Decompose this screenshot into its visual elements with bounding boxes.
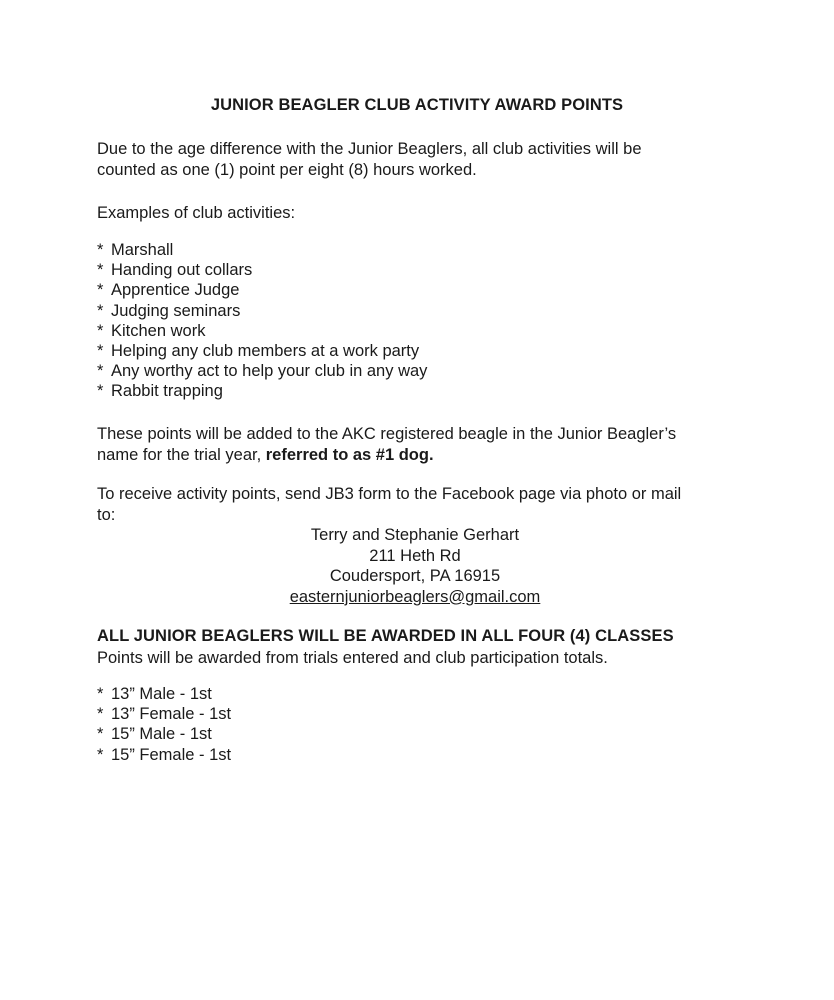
awards-heading: ALL JUNIOR BEAGLERS WILL BE AWARDED IN ALL FOUR (4) CLASSES	[97, 627, 674, 645]
bullet-icon: *	[97, 705, 104, 724]
bullet-icon: *	[97, 281, 104, 300]
points-line-2: name for the trial year, referred to as #1 dog.	[97, 445, 434, 464]
list-item: * 15” Male - 1st	[97, 725, 212, 744]
points-paragraph	[97, 424, 737, 465]
list-item: * 13” Female - 1st	[97, 705, 232, 724]
bullet-icon: *	[97, 745, 104, 764]
bullet-icon: *	[97, 362, 104, 381]
receive-line-2: to:	[97, 505, 116, 524]
receive-line-1: To receive activity points, send JB3 form to the Facebook page via photo or mail	[97, 485, 682, 503]
classes-list	[97, 684, 231, 765]
list-item: * 13” Male - 1st	[97, 685, 212, 703]
list-item: * Helping any club members at a work party	[97, 342, 420, 361]
list-item: * Marshall	[97, 241, 174, 259]
bullet-icon: *	[97, 685, 104, 703]
list-item: * 15” Female - 1st	[97, 745, 232, 764]
bullet-icon: *	[97, 382, 104, 401]
intro-line-2: counted as one (1) point per eight (8) hours worked.	[97, 160, 477, 179]
awards-text: Points will be awarded from trials entered and club participation totals.	[97, 649, 608, 667]
address-street: 211 Heth Rd	[369, 546, 461, 565]
bullet-icon: *	[97, 321, 104, 340]
list-item: * Judging seminars	[97, 301, 241, 320]
list-item: * Rabbit trapping	[97, 382, 223, 401]
address-city: Coudersport, PA 16915	[329, 567, 501, 585]
bullet-icon: *	[97, 342, 104, 361]
list-item: * Handing out collars	[97, 261, 253, 280]
page-title: JUNIOR BEAGLER CLUB ACTIVITY AWARD POINTS	[210, 96, 624, 114]
examples-heading: Examples of club activities:	[97, 204, 296, 222]
bullet-icon: *	[97, 725, 104, 744]
bullet-icon: *	[97, 261, 104, 280]
points-line-1: These points will be added to the AKC registered beagle in the Junior Beagler’s	[97, 425, 677, 443]
bullet-icon: *	[97, 301, 104, 320]
list-item: * Any worthy act to help your club in any way	[97, 362, 428, 381]
address-name: Terry and Stephanie Gerhart	[310, 526, 520, 544]
email-link[interactable]: easternjuniorbeaglers@gmail.com	[289, 587, 541, 606]
receive-paragraph	[97, 484, 737, 525]
intro-paragraph	[97, 139, 737, 180]
list-item: * Kitchen work	[97, 321, 206, 340]
mailing-address	[200, 525, 630, 607]
points-emphasis: referred to as #1 dog.	[265, 445, 434, 464]
list-item: * Apprentice Judge	[97, 281, 240, 300]
activities-list	[97, 240, 427, 402]
intro-line-1: Due to the age difference with the Junior Beaglers, all club activities will be	[97, 140, 642, 158]
bullet-icon: *	[97, 241, 104, 259]
